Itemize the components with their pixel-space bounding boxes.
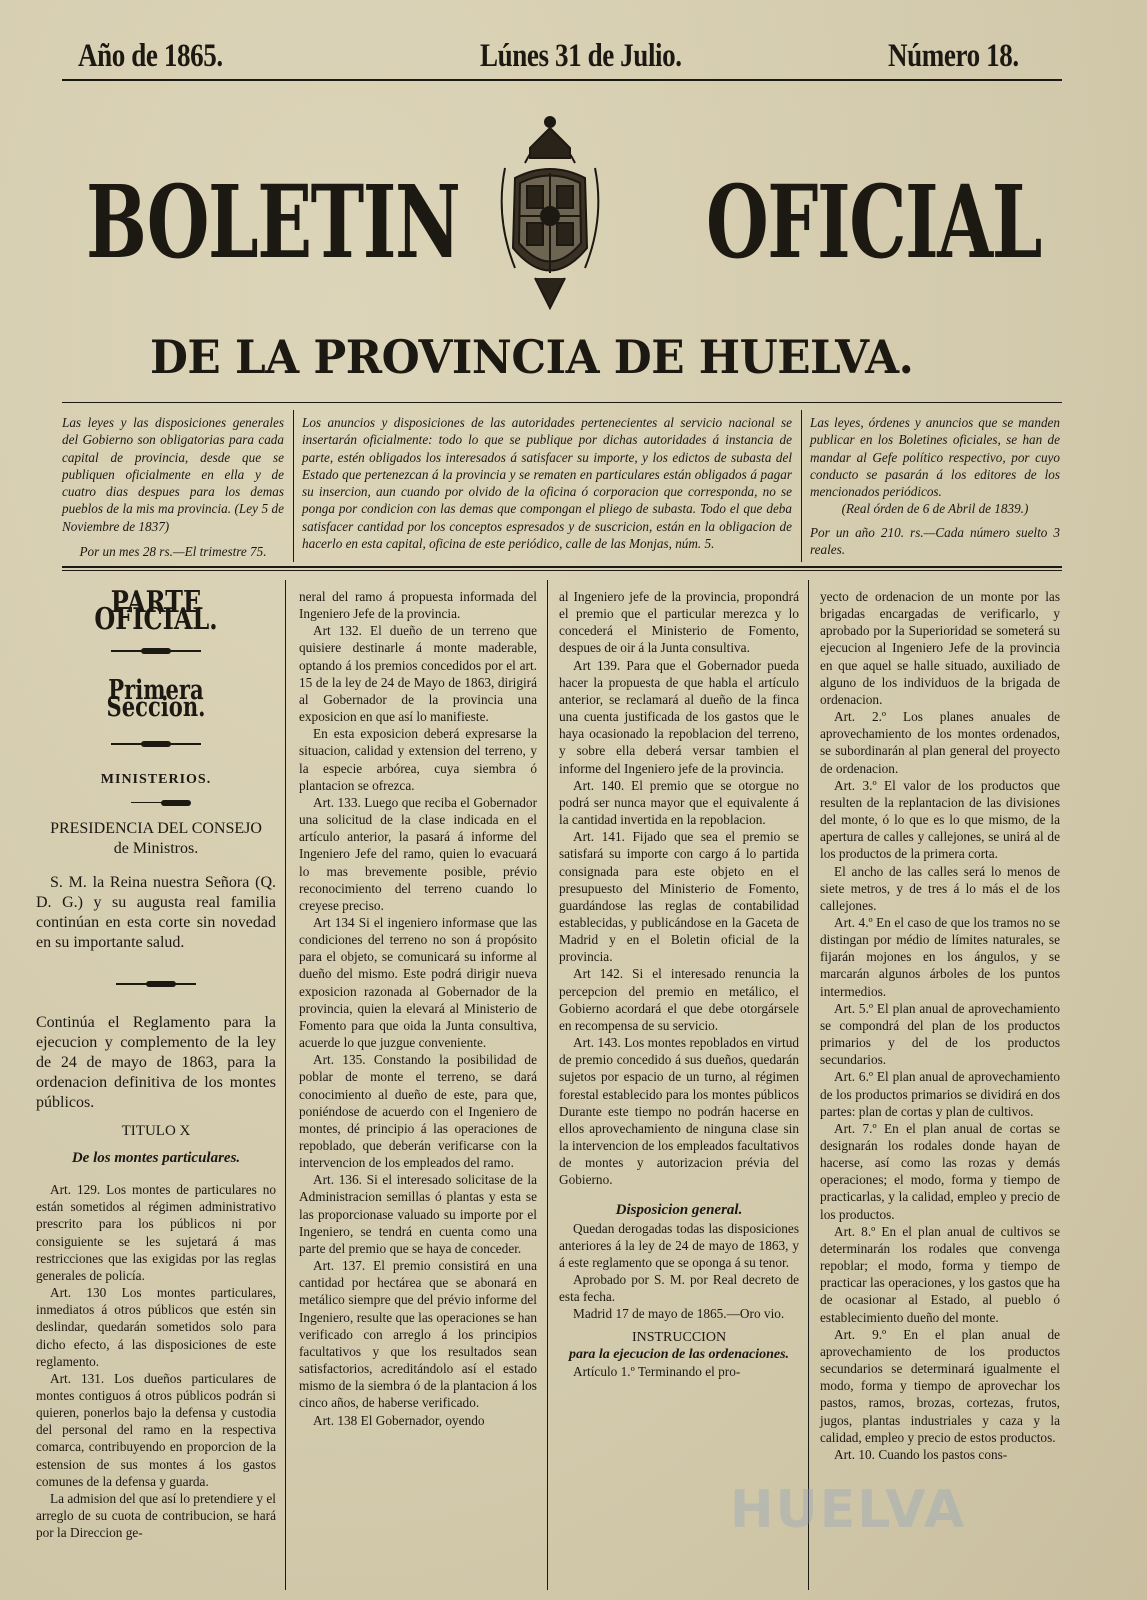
- article-paragraph: neral del ramo á propuesta informada del Ingeniero Jefe de la provincia.: [299, 589, 537, 622]
- notice-right-ref: (Real órden de 6 de Abril de 1839.): [841, 501, 1029, 517]
- notice-middle-text: Los anuncios y disposiciones de las autoridades pertenecientes al servicio nacional se insertarán oficialmente: todo lo que se publique por dichas autoridades á instancia de parte, estén obligados los interesados á satisfacer su importe, y los edictos de subasta del Estado que pertenezcan á la provincia y se rematen en particulares están obligados á pagar su insercion, aun cuando por olvido de la oficina ó corporacion que corresponda, no se ponga por condicion con las demas que compongan el pliego de subasta. Todo el que deba satisfacer cantidad por los conceptos espresados y de suscricion, están en la obligacion de hacerlo en esta capital, oficina de este periódico, calle de las Monjas, núm. 5.: [302, 415, 792, 552]
- column-3: [559, 588, 799, 1380]
- ornament-rule: [111, 743, 201, 745]
- coat-of-arms-icon: [495, 108, 605, 313]
- title-left: BOLETIN: [86, 163, 460, 281]
- notice-right-price: Por un año 210. rs.—Cada número suelto 3 reales.: [810, 524, 1060, 558]
- notice-left-price: Por un mes 28 rs.—El trimestre 75.: [79, 544, 267, 560]
- article-paragraph: El ancho de las calles será lo menos de siete metros, y de tres á lo más el de los callejones.: [820, 863, 1060, 913]
- notice-right-text: Las leyes, órdenes y anuncios que se manden publicar en los Boletines oficiales, se han de mandar al Gefe político respectivo, por cuyo conducto se pasarán á los editores de los mencionados periódicos.: [810, 415, 1060, 500]
- article-paragraph: Art. 131. Los dueños particulares de montes contiguos á otros públicos podrán si quieren, ponerlos bajo la defensa y custodia del personal del ramo en la respectiva comarca, contribuyendo en proporcion de la estension de sus montes á los gastos comunes de la defensa y guarda.: [36, 1370, 276, 1489]
- issue-number: Número 18.: [888, 38, 1019, 74]
- titulo-subheading: De los montes particulares.: [71, 1149, 241, 1166]
- instruccion-heading: INSTRUCCION: [631, 1329, 727, 1345]
- presidencia-subheading: de Ministros.: [113, 839, 199, 857]
- article-paragraph: al Ingeniero jefe de la provincia, propondrá el premio que el particular merezca y lo concederá el Ministerio de Fomento, despues de oir á la Junta consultiva.: [559, 589, 799, 656]
- notice-left: [62, 414, 284, 560]
- article-paragraph: Art. 3.º El valor de los productos que resulten de la replantacion de las divisiones del monte, ó lo que es lo que mismo, de la apertura de calles y callejones, se unirá al de los productos de la primera corta.: [820, 777, 1060, 862]
- col-divider-3: [808, 580, 809, 1590]
- article-paragraph: Aprobado por S. M. por Real decreto de esta fecha.: [559, 1272, 799, 1305]
- notice-bottom-rule-2: [62, 570, 1062, 571]
- article-paragraph: Art. 5.º El plan anual de aprovechamiento se compondrá del plan de los productos primarios y del de los productos secundarios.: [820, 1000, 1060, 1068]
- article-paragraph: Art 142. Si el interesado renuncia la percepcion del premio en metálico, el Gobierno acordará el que debe otorgársele en recompensa de su servicio.: [559, 966, 799, 1033]
- article-paragraph: Art. 141. Fijado que sea el premio se satisfará su importe con cargo á lo partida consignada para este objeto en el presupuesto del Ministerio de Fomento, guardándose las reglas de contabilidad establecidas, y publicándose en la Gaceta de Madrid y en el Boletin oficial de la provincia.: [559, 829, 799, 965]
- article-paragraph: Art. 138 El Gobernador, oyendo: [313, 1412, 485, 1428]
- article-paragraph: Art. 9.º En el plan anual de aprovechamiento de los productos secundarios se determinará igualmente el modo, forma y tiempo de aprovechar los pastos, ramos, brozas, cortezas, frutos, jugos, plantas industriales y caza y la calidad, empleo y precio de estos productos.: [820, 1326, 1060, 1445]
- royal-news: S. M. la Reina nuestra Señora (Q. D. G.) y su augusta real familia continúan en esta corte sin novedad en su importante salud.: [36, 873, 276, 951]
- article-paragraph: Art 132. El dueño de un terreno que quisiere destinarle á monte maderable, optando á los premios concedidos por el art. 15 de la ley de 24 de Mayo de 1863, dirigirá al Gobernador de la provincia una exposicion en que así lo manifieste.: [299, 623, 537, 725]
- article-paragraph: Art. 136. Si el interesado solicitase de la Administracion semillas ó plantas y esta se las proporcionase valuado su importe por el Ingeniero, se tendrá en cuenta como una parte del premio que se haya de conceder.: [299, 1172, 537, 1256]
- article-paragraph: Art. 10. Cuando los pastos cons-: [834, 1446, 1008, 1462]
- notice-middle: [302, 414, 792, 552]
- column-1: [36, 585, 276, 1541]
- article-paragraph: La admision del que así lo pretendiere y el arreglo de su cuota de contribucion, se hará por la Direccion ge-: [36, 1490, 276, 1541]
- article-paragraph: Art. 137. El premio consistirá en una cantidad por hectárea que se abonará en metálico siempre que del prévio informe del Ingeniero, resulte que las operaciones se han verificado con arreglo á los principios facultativos y que los resultados sean satisfactorios, acreditándolo así el estado mismo de la siembra ó de la plantacion á los cinco años, de haberse verificado.: [299, 1258, 537, 1411]
- ornament-rule: [111, 650, 201, 652]
- article-paragraph: Art. 135. Constando la posibilidad de poblar de monte el terreno, se dará conocimiento al dueño de este, para que, poniéndose de acuerdo con el Ingeniero de montes, dé principio á las operaciones de repoblado, que deberán verificarse con la intervencion de los empleados del ramo.: [299, 1052, 537, 1171]
- article-paragraph: Art. 6.º El plan anual de aprovechamiento de los productos primarios se dividirá en dos partes: plan de cortas y plan de cultivos.: [820, 1069, 1060, 1119]
- article-paragraph: Art. 7.º En el plan anual de cortas se designarán los rodales donde hayan de hacerse, así como las rozas y demás operaciones; el modo, forma y tiempo de practicarlas, y la calidad, empleo y precio de los productos.: [820, 1120, 1060, 1222]
- article-paragraph: Art. 2.º Los planes anuales de aprovechamiento de los montes ordenados, se subordinarán al plan general del proyecto de ordenacion.: [820, 709, 1060, 776]
- column-4: [820, 588, 1060, 1463]
- ornament-rule: [131, 802, 181, 803]
- notice-divider-2: [801, 410, 802, 562]
- ministerios-heading: MINISTERIOS.: [100, 771, 212, 787]
- article-paragraph: Art. 4.º En el caso de que los tramos no se distingan por médio de límites naturales, se fijarán mojones en los ángulos, y se marcarán algunos árboles de los puntos intermedios.: [820, 914, 1060, 999]
- notice-right: [810, 414, 1060, 558]
- instruccion-subheading: para la ejecucion de las ordenaciones.: [568, 1346, 790, 1362]
- article-paragraph: Art. 130 Los montes particulares, inmediatos á otros públicos que estén sin deslindar, quedarán sometidos solo para dicho efecto, á las disposiciones de este reglamento.: [36, 1285, 276, 1369]
- parte-oficial-heading: PARTE OFICIAL.: [94, 585, 218, 638]
- notice-divider-1: [293, 410, 294, 562]
- article-paragraph: Madrid 17 de mayo de 1865.—Oro vio.: [573, 1306, 785, 1322]
- article-paragraph: Artículo 1.º Terminando el pro-: [573, 1363, 741, 1379]
- subtitle: DE LA PROVINCIA DE HUELVA.: [150, 330, 914, 384]
- disposicion-heading: Disposicion general.: [615, 1202, 743, 1219]
- ornament-rule: [116, 983, 196, 985]
- col-divider-1: [285, 580, 286, 1590]
- article-paragraph: Art. 133. Luego que reciba el Gobernador una solicitud de la clase indicada en el artículo anterior, la pasará á informe del Ingeniero Jefe del ramo, quien lo evacuará lo mas brevemente posible, prévio reconocimiento del terreno cuando lo creyese preciso.: [299, 794, 537, 913]
- title-right: OFICIAL: [706, 163, 1041, 281]
- article-paragraph: Art. 129. Los montes de particulares no están sometidos al régimen administrativo prescrito para los públicos ni por consiguiente se les sujetará á mas restricciones que las exigidas por las reglas generales de policía.: [36, 1182, 276, 1283]
- notice-left-text: Las leyes y las disposiciones generales del Gobierno son obligatorias para cada capital de provincia, desde que se publiquen oficialmente en ella y de cuatro dias despues para los demas pueblos de la mis ma provincia. (Ley 5 de Noviembre de 1837): [62, 415, 284, 534]
- presidencia-heading: PRESIDENCIA DEL CONSEJO: [50, 819, 262, 837]
- top-rule: [62, 79, 1062, 81]
- article-paragraph: Quedan derogadas todas las disposiciones anteriores á la ley de 24 de mayo de 1863, y á este reglamento que se oponga á su tenor.: [559, 1220, 799, 1270]
- notice-top-rule: [62, 402, 1062, 403]
- col-divider-2: [547, 580, 548, 1590]
- primera-seccion-heading: Primera Seccion.: [106, 675, 206, 724]
- article-paragraph: En esta exposicion deberá expresarse la situacion, calidad y extension del terreno, y la especie arbórea, cuya siembra ó plantacion se ofrezca.: [299, 726, 537, 793]
- article-paragraph: yecto de ordenacion de un monte por las brigadas encargadas de verificarlo, y aprobado por la Superioridad se someterá su ejecucion al Ingeniero Jefe de la provincia en que aquel se halle situado, auxiliado de alguno de los individuos de la brigada de ordenacion.: [820, 589, 1060, 707]
- titulo-heading: TITULO X: [121, 1122, 191, 1139]
- continua-text: Continúa el Reglamento para la ejecucion y complemento de la ley de 24 de mayo de 1863, para la ordenacion definitiva de los montes públicos.: [36, 1013, 276, 1111]
- article-paragraph: Art. 143. Los montes repoblados en virtud de premio concedido á sus dueños, quedarán sujetos por espacio de un turno, al régimen forestal establecido para los montes públicos Durante este tiempo no podrán hacerse en ellos aprovechamiento de ninguna clase sin la intervencion de los empleados facultativos de montes y autorizacion prévia del Gobierno.: [559, 1035, 799, 1188]
- notice-bottom-rule: [62, 566, 1062, 568]
- article-paragraph: Art. 140. El premio que se otorgue no podrá ser nunca mayor que el equivalente á la cantidad invertida en la repoblacion.: [559, 777, 799, 828]
- article-paragraph: Art 139. Para que el Gobernador pueda hacer la propuesta de que habla el artículo anterior, se reclamará al dueño de la finca una cuenta justificada de los gastos que le haya ocasionado la repoblacion del terreno, y sobre ella deberá versar tambien el informe del Ingeniero jefe de la provincia.: [559, 657, 799, 776]
- date-label: Lúnes 31 de Julio.: [480, 38, 682, 74]
- article-paragraph: Art 134 Si el ingeniero informase que las condiciones del terreno no son á propósito para el objeto, se comunicará su informe al dueño del mismo. Este podrá dirigir nueva exposicion razonada al Gobernador de la provincia, quien la elevará al Ministerio de Fomento para que oida la Junta consultiva, acuerde lo que juzgue conveniente.: [299, 914, 537, 1051]
- year-label: Año de 1865.: [78, 38, 223, 74]
- article-paragraph: Art. 8.º En el plan anual de cultivos se determinarán los rodales que convenga repoblar; el modo, forma y tiempo de practicar las operaciones, y los gastos que ha de ocasionar al Estado, al pueblo ó establecimiento dueño del monte.: [820, 1223, 1060, 1325]
- watermark-logo: HUELVA: [730, 1480, 967, 1540]
- column-2: [299, 588, 537, 1429]
